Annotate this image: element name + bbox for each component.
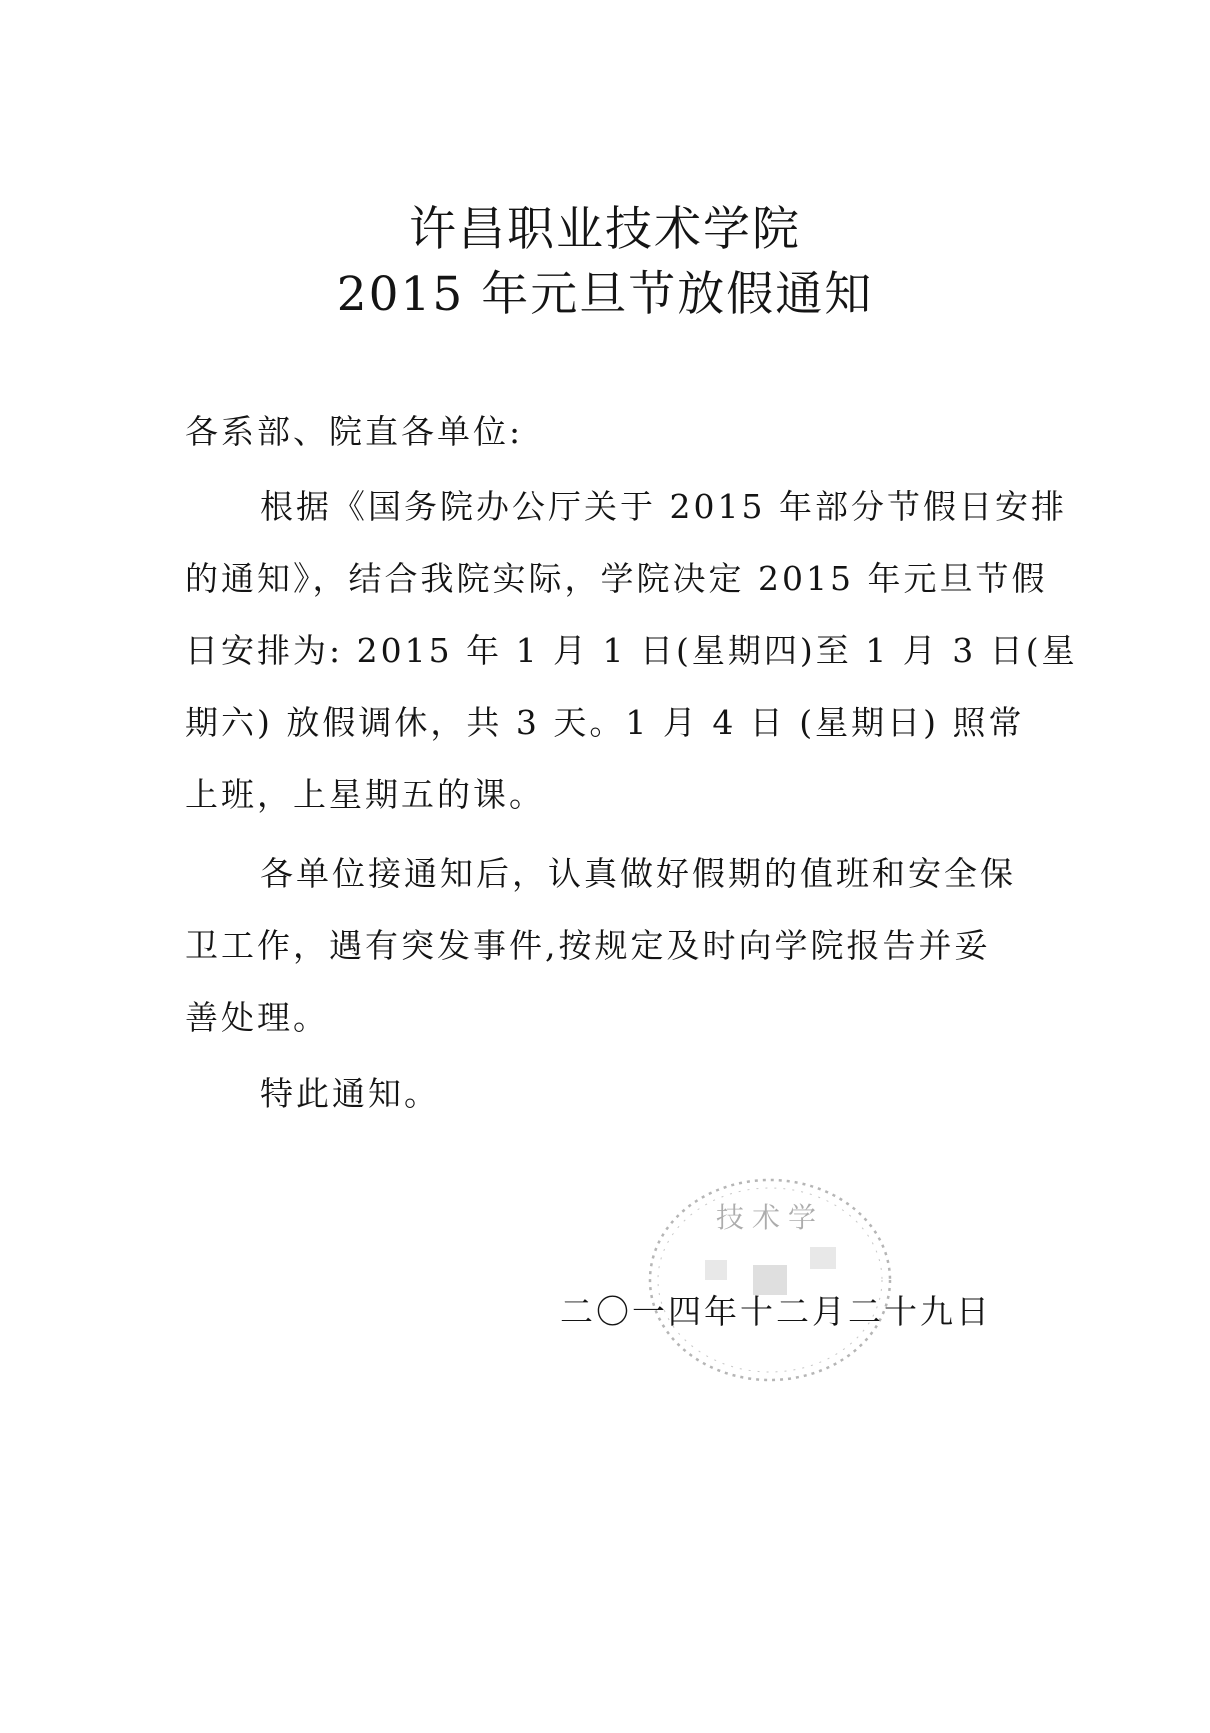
paragraph2-line1: 各单位接通知后，认真做好假期的值班和安全保	[260, 854, 1016, 893]
paragraph1-line4: 期六) 放假调休，共 3 天。1 月 4 日 (星期日) 照常	[185, 703, 1025, 742]
salutation: 各系部、院直各单位:	[185, 412, 524, 451]
paragraph2-line3: 善处理。	[185, 998, 329, 1037]
closing-line: 特此通知。	[260, 1074, 440, 1113]
official-seal-stamp	[635, 1165, 905, 1395]
document-title-line2: 2015 年元旦节放假通知	[336, 267, 874, 322]
paragraph2-line2: 卫工作，遇有突发事件,按规定及时向学院报告并妥	[185, 926, 991, 965]
seal-text: 技术学	[715, 1201, 825, 1234]
document-title-line1: 许昌职业技术学院	[409, 202, 801, 257]
paragraph1-line5: 上班，上星期五的课。	[185, 775, 545, 814]
seal-center-emblem	[705, 1247, 836, 1295]
paragraph1-line1: 根据《国务院办公厅关于 2015 年部分节假日安排	[260, 487, 1067, 526]
paragraph1-line2: 的通知》，结合我院实际，学院决定 2015 年元旦节假	[185, 559, 1048, 598]
paragraph1-line3: 日安排为: 2015 年 1 月 1 日(星期四)至 1 月 3 日(星	[185, 631, 1078, 670]
document-date: 二〇一四年十二月二十九日	[560, 1292, 992, 1331]
